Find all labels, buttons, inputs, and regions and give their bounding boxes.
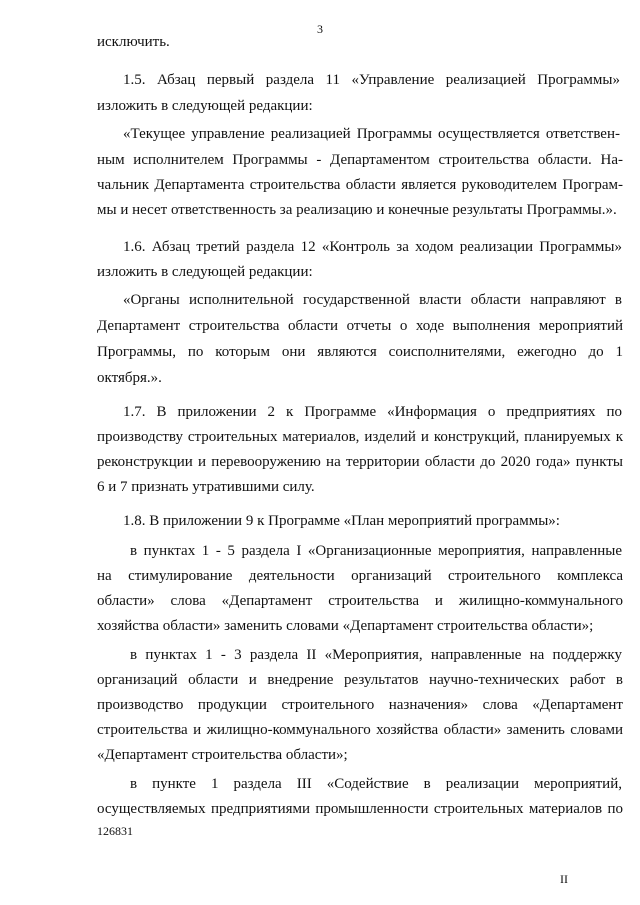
text-line: в пункте 1 раздела III «Содействие в реализации мероприятий,: [130, 776, 622, 792]
text-line: в пунктах 1 - 3 раздела II «Мероприятия, направленные на поддержку: [130, 647, 622, 663]
text-line: 1.7. В приложении 2 к Программе «Информация о предприятиях по: [123, 404, 622, 420]
text-line: 1.6. Абзац третий раздела 12 «Контроль за ходом реализации Программы»: [123, 239, 622, 255]
text-line: хозяйства области» заменить словами «Департамент строительства области»;: [97, 618, 594, 634]
corner-mark: II: [560, 872, 568, 886]
text-line: на стимулирование деятельности организаций строительного комплекса: [97, 568, 623, 584]
text-line: производству строительных материалов, изделий и конструкций, планируемых к: [97, 429, 623, 445]
text-line: октября.».: [97, 370, 162, 386]
text-line: 1.5. Абзац первый раздела 11 «Управление реализацией Программы»: [123, 72, 620, 88]
text-line: осуществляемых предприятиями промышленности строительных материалов по: [97, 801, 623, 817]
text-line: исключить.: [97, 34, 170, 50]
text-line: производство продукции строительного назначения» слова «Департамент: [97, 697, 623, 713]
text-line: Департамент строительства области отчеты о ходе выполнения мероприятий: [97, 318, 623, 334]
text-line: 6 и 7 признать утратившими силу.: [97, 479, 315, 495]
text-line: 1.8. В приложении 9 к Программе «План мероприятий программы»:: [123, 513, 560, 529]
text-line: изложить в следующей редакции:: [97, 98, 313, 114]
text-line: строительства и жилищно-коммунального хозяйства области» заменить словами: [97, 722, 623, 738]
page-number: 3: [317, 22, 323, 36]
text-line: «Органы исполнительной государственной власти области направляют в: [123, 292, 622, 308]
text-line: Программы, по которым они являются соисполнителями, ежегодно до 1: [97, 344, 623, 360]
footer-code: 126831: [97, 824, 133, 838]
text-line: «Департамент строительства области»;: [97, 747, 348, 763]
text-line: ным исполнителем Программы - Департаментом строительства области. На-: [97, 152, 623, 168]
text-line: мы и несет ответственность за реализацию и конечные результаты Программы.».: [97, 202, 617, 218]
text-line: в пунктах 1 - 5 раздела I «Организационные мероприятия, направленные: [130, 543, 622, 559]
text-line: «Текущее управление реализацией Программы осуществляется ответствен-: [123, 126, 620, 142]
text-line: реконструкции и перевооружению на территории области до 2020 года» пункты: [97, 454, 623, 470]
text-line: изложить в следующей редакции:: [97, 264, 313, 280]
text-line: организаций области и внедрение результатов научно-технических работ в: [97, 672, 623, 688]
text-line: области» слова «Департамент строительства и жилищно-коммунального: [97, 593, 623, 609]
text-line: чальник Департамента строительства области является руководителем Програм-: [97, 177, 623, 193]
